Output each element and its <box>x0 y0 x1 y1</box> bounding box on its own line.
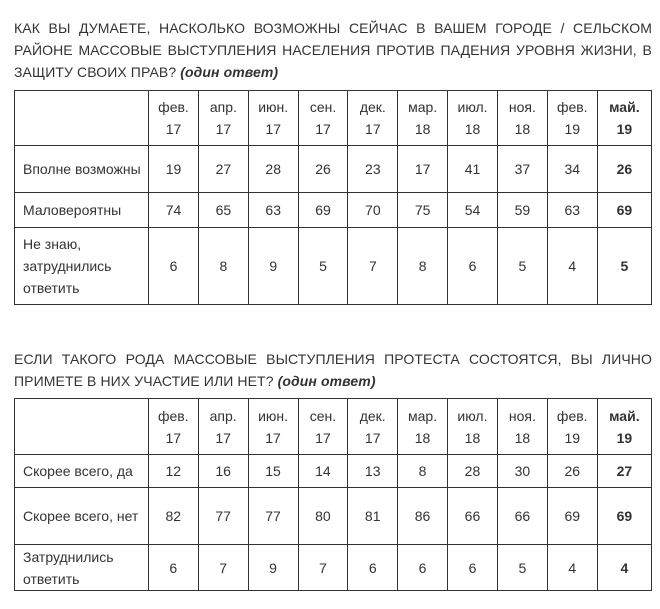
value-cell: 23 <box>348 146 398 193</box>
column-header <box>298 399 348 455</box>
value-cell: 69 <box>597 193 651 228</box>
value-cell: 86 <box>398 488 448 545</box>
value-cell: 69 <box>298 193 348 228</box>
column-header <box>547 399 597 455</box>
column-header-month: июл. <box>457 407 488 424</box>
column-header <box>498 91 548 146</box>
column-header-month: апр. <box>209 99 237 115</box>
question-1-note: (один ответ) <box>180 64 279 80</box>
value-cell: 66 <box>497 488 547 545</box>
value-cell: 5 <box>498 228 548 305</box>
value-cell: 26 <box>298 146 348 193</box>
column-header-month: ноя. <box>508 407 536 424</box>
value-cell: 26 <box>597 146 651 193</box>
column-header <box>597 399 651 455</box>
row-label: Вполне возможны <box>15 146 149 193</box>
column-header-year: 19 <box>564 121 581 137</box>
value-cell: 6 <box>448 545 498 591</box>
column-header-month: ноя. <box>508 99 536 115</box>
column-header <box>148 399 198 455</box>
table-row <box>15 146 652 193</box>
question-2-note: (один ответ) <box>277 373 376 389</box>
table-row <box>15 545 652 591</box>
column-header-year: 17 <box>215 429 231 446</box>
value-cell: 37 <box>498 146 548 193</box>
value-cell: 27 <box>198 146 248 193</box>
column-header-year: 19 <box>616 429 633 446</box>
column-header <box>198 399 248 455</box>
column-header-year: 17 <box>265 121 281 137</box>
column-header <box>448 399 498 455</box>
column-header <box>298 91 348 146</box>
value-cell: 5 <box>298 228 348 305</box>
column-header-month: май. <box>609 99 640 115</box>
value-cell: 6 <box>149 228 199 305</box>
value-cell: 70 <box>348 193 398 228</box>
value-cell: 63 <box>248 193 298 228</box>
column-header-year: 17 <box>165 429 182 446</box>
results-table-1 <box>14 90 652 305</box>
value-cell: 15 <box>248 455 298 488</box>
table-row <box>15 488 652 545</box>
value-cell: 54 <box>448 193 498 228</box>
table-row <box>15 228 652 305</box>
column-header-month: июл. <box>457 99 488 115</box>
value-cell: 4 <box>547 228 597 305</box>
column-header-month: июн. <box>258 99 289 115</box>
column-header <box>547 91 597 146</box>
row-label: Скорее всего, да <box>15 455 149 488</box>
column-header <box>348 91 398 146</box>
value-cell: 34 <box>547 146 597 193</box>
question-1 <box>14 17 652 83</box>
column-header-year: 18 <box>464 429 481 446</box>
column-header <box>248 91 298 146</box>
value-cell: 6 <box>448 228 498 305</box>
value-cell: 8 <box>398 228 448 305</box>
question-2 <box>14 348 652 392</box>
value-cell: 19 <box>149 146 199 193</box>
value-cell: 75 <box>398 193 448 228</box>
column-header <box>348 399 398 455</box>
column-header-year: 18 <box>414 429 431 446</box>
column-header-year: 17 <box>315 429 331 446</box>
column-header-month: дек. <box>359 407 386 424</box>
value-cell: 7 <box>298 545 348 591</box>
question-1-text: КАК ВЫ ДУМАЕТЕ, НАСКОЛЬКО ВОЗМОЖНЫ СЕЙЧАС В ВАШЕМ ГОРОДЕ / СЕЛЬСКОМ РАЙОНЕ МАССОВЫЕ ВЫСТУПЛЕНИЯ НАСЕЛЕНИЯ ПРОТИВ ПАДЕНИЯ УРОВНЯ ЖИЗНИ, В ЗАЩИТУ СВОИХ ПРАВ? <box>14 20 652 80</box>
column-header-month: сен. <box>309 407 337 424</box>
column-header <box>149 91 199 146</box>
value-cell: 63 <box>547 193 597 228</box>
value-cell: 6 <box>398 545 448 591</box>
column-header-month: фев. <box>556 99 588 115</box>
column-header-year: 17 <box>215 121 232 137</box>
row-label: Не знаю, затруднились ответить <box>15 228 149 305</box>
value-cell: 8 <box>398 455 448 488</box>
column-header-year: 18 <box>514 429 531 446</box>
value-cell: 5 <box>597 228 651 305</box>
value-cell: 9 <box>248 545 298 591</box>
value-cell: 26 <box>547 455 597 488</box>
value-cell: 14 <box>298 455 348 488</box>
column-header <box>448 91 498 146</box>
column-header-year: 17 <box>315 121 331 137</box>
column-header-year: 17 <box>165 121 182 137</box>
column-header-month: фев. <box>157 407 189 424</box>
column-header-year: 17 <box>365 121 381 137</box>
column-header-month: сен. <box>309 99 337 115</box>
value-cell: 12 <box>148 455 198 488</box>
value-cell: 41 <box>448 146 498 193</box>
value-cell: 77 <box>248 488 298 545</box>
value-cell: 28 <box>448 455 498 488</box>
value-cell: 59 <box>498 193 548 228</box>
value-cell: 4 <box>597 545 651 591</box>
value-cell: 6 <box>148 545 198 591</box>
value-cell: 7 <box>348 228 398 305</box>
value-cell: 4 <box>547 545 597 591</box>
row-label: Скорее всего, нет <box>15 488 149 545</box>
column-header <box>198 91 248 146</box>
column-header <box>398 399 448 455</box>
column-header-year: 19 <box>564 429 581 446</box>
value-cell: 77 <box>198 488 248 545</box>
table-row <box>15 193 652 228</box>
value-cell: 13 <box>348 455 398 488</box>
value-cell: 5 <box>497 545 547 591</box>
table-row <box>15 455 652 488</box>
column-header-month: дек. <box>359 99 386 115</box>
header-row <box>15 399 652 455</box>
value-cell: 81 <box>348 488 398 545</box>
question-2-text: ЕСЛИ ТАКОГО РОДА МАССОВЫЕ ВЫСТУПЛЕНИЯ ПРОТЕСТА СОСТОЯТСЯ, ВЫ ЛИЧНО ПРИМЕТЕ В НИХ УЧАСТИЕ ИЛИ НЕТ? <box>14 351 652 389</box>
column-header <box>248 399 298 455</box>
column-header-year: 17 <box>364 429 381 446</box>
column-header-month: апр. <box>209 407 237 424</box>
column-header-month: май. <box>609 407 640 424</box>
column-header-year: 18 <box>414 121 431 137</box>
column-header-month: июн. <box>258 407 289 424</box>
column-header-year: 18 <box>464 121 481 137</box>
value-cell: 27 <box>597 455 651 488</box>
column-header-month: фев. <box>556 407 588 424</box>
value-cell: 8 <box>198 228 248 305</box>
results-table-2 <box>14 398 652 591</box>
row-label: Затруднились ответить <box>15 545 149 591</box>
column-header-month: мар. <box>408 407 438 424</box>
column-header <box>597 91 651 146</box>
value-cell: 82 <box>148 488 198 545</box>
value-cell: 65 <box>198 193 248 228</box>
column-header-year: 17 <box>265 429 281 446</box>
value-cell: 66 <box>448 488 498 545</box>
column-header <box>398 91 448 146</box>
header-corner-cell <box>15 91 149 146</box>
column-header <box>497 399 547 455</box>
value-cell: 28 <box>248 146 298 193</box>
row-label: Маловероятны <box>15 193 149 228</box>
value-cell: 17 <box>398 146 448 193</box>
header-corner-cell <box>15 399 149 455</box>
column-header-month: фев. <box>158 99 189 115</box>
value-cell: 7 <box>198 545 248 591</box>
value-cell: 9 <box>248 228 298 305</box>
value-cell: 80 <box>298 488 348 545</box>
value-cell: 69 <box>597 488 651 545</box>
value-cell: 69 <box>547 488 597 545</box>
column-header-year: 18 <box>514 121 531 137</box>
value-cell: 74 <box>149 193 199 228</box>
column-header-year: 19 <box>616 121 633 137</box>
value-cell: 30 <box>497 455 547 488</box>
value-cell: 6 <box>348 545 398 591</box>
value-cell: 16 <box>198 455 248 488</box>
column-header-month: мар. <box>408 99 438 115</box>
header-row <box>15 91 652 146</box>
